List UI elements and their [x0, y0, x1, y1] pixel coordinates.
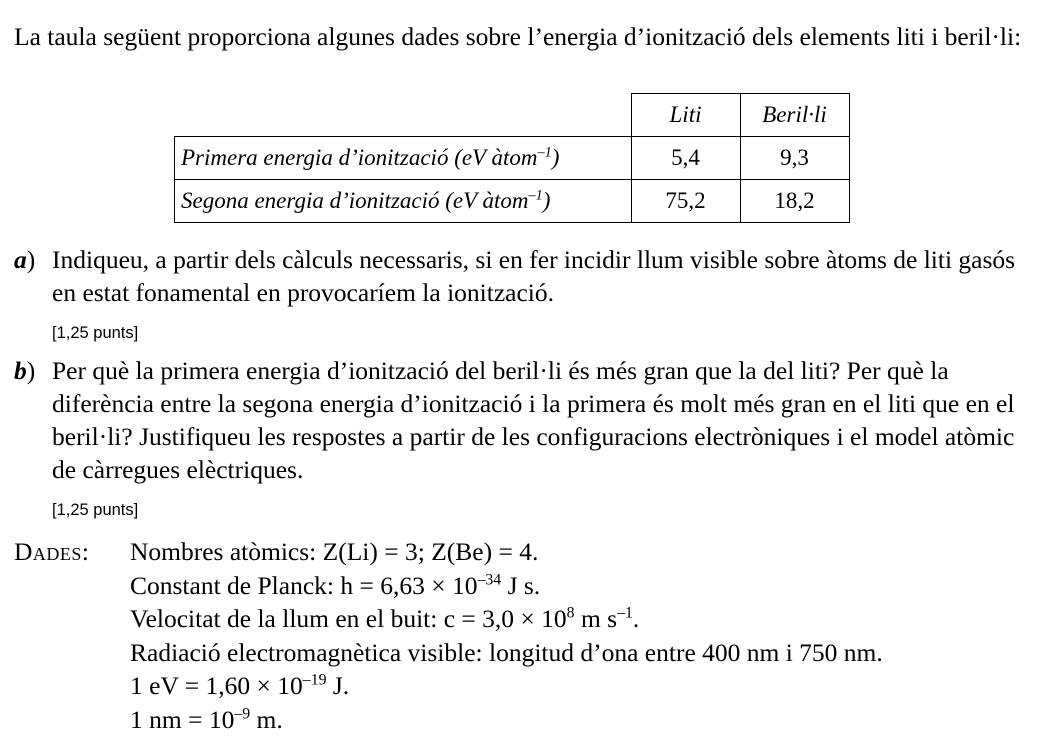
ev-unit: J.: [326, 671, 350, 700]
dades-nm-conversion: [130, 703, 1032, 737]
light-text: Velocitat de la llum en el buit: c = 3,0 × 10: [130, 604, 567, 633]
planck-exponent: –34: [477, 571, 502, 588]
letter-text: a: [14, 245, 27, 274]
header-berilli: Beril·li: [740, 94, 849, 137]
light-exponent: 8: [566, 604, 575, 622]
question-a-points: [1,25 punts]: [52, 324, 139, 342]
table-header-row: [175, 94, 850, 137]
dades-section: [14, 535, 1032, 736]
question-a-text: Indiqueu, a partir dels càlculs necessaris, si en fer incidir llum visible sobre àtoms de liti gasós en estat fonamental en provocaríem la ionització.: [52, 245, 1016, 307]
nm-unit: m.: [250, 704, 283, 734]
row-label-second: [175, 180, 632, 223]
ev-exponent: –19: [302, 671, 327, 689]
cell-second-liti: 75,2: [631, 180, 740, 223]
row-label-text: Segona energia d’ionització (eV àtom: [181, 188, 529, 213]
header-liti: Liti: [631, 94, 740, 137]
ionization-table: [174, 93, 850, 223]
letter-paren: ): [26, 245, 36, 274]
light-period: .: [632, 604, 640, 633]
cell-first-berilli: 9,3: [740, 137, 849, 180]
table-row: [175, 137, 850, 180]
dades-atomic-numbers: Nombres atòmics: Z(Li) = 3; Z(Be) = 4.: [130, 537, 539, 566]
nm-text: 1 nm = 10: [130, 704, 235, 734]
light-unit: m s: [574, 604, 618, 633]
dades-ev-conversion: [130, 669, 1032, 703]
dades-planck: [130, 569, 1032, 603]
dades-visible-range: Radiació electromagnètica visible: longitud d’ona entre 400 nm i 750 nm.: [130, 637, 883, 667]
ev-text: 1 eV = 1,60 × 10: [130, 671, 303, 700]
dades-lines: [130, 535, 1032, 736]
row-label-first: [175, 137, 632, 180]
question-a-letter: [14, 243, 35, 276]
planck-unit: J s.: [501, 570, 541, 600]
table-row: [175, 180, 850, 223]
row-label-text: Primera energia d’ionització (eV àtom: [181, 145, 538, 170]
row-label-close: ): [551, 145, 560, 170]
row-label-close: ): [542, 188, 551, 213]
intro-paragraph: La taula següent proporciona algunes dades sobre l’energia d’ionització dels elements liti i beril·li:: [14, 22, 1022, 51]
letter-paren: ): [26, 356, 36, 385]
question-b: [14, 354, 1032, 519]
question-b-letter: [14, 354, 35, 387]
dades-label: Dades:: [14, 537, 90, 566]
question-b-points: [1,25 punts]: [52, 501, 139, 519]
cell-second-berilli: 18,2: [740, 180, 849, 223]
light-unit-exponent: –1: [617, 604, 633, 622]
table-corner: [175, 94, 632, 137]
dades-light-speed: [130, 602, 1032, 636]
nm-exponent: –9: [234, 705, 251, 722]
unit-exponent: –1: [537, 144, 552, 161]
letter-text: b: [14, 356, 27, 385]
unit-exponent: –1: [528, 187, 543, 204]
cell-first-liti: 5,4: [631, 137, 740, 180]
question-a: [14, 243, 1032, 342]
planck-text: Constant de Planck: h = 6,63 × 10: [130, 570, 478, 600]
question-b-text: Per què la primera energia d’ionització del beril·li és més gran que la del liti? Per què la diferència entre la segona energia d’ionització i la primera és molt més gran en el liti que en el beril·li? Justifiqueu les respostes a partir de les configuracions electròniques i el model atòmic de càrregues elèctriques.: [52, 356, 1015, 484]
